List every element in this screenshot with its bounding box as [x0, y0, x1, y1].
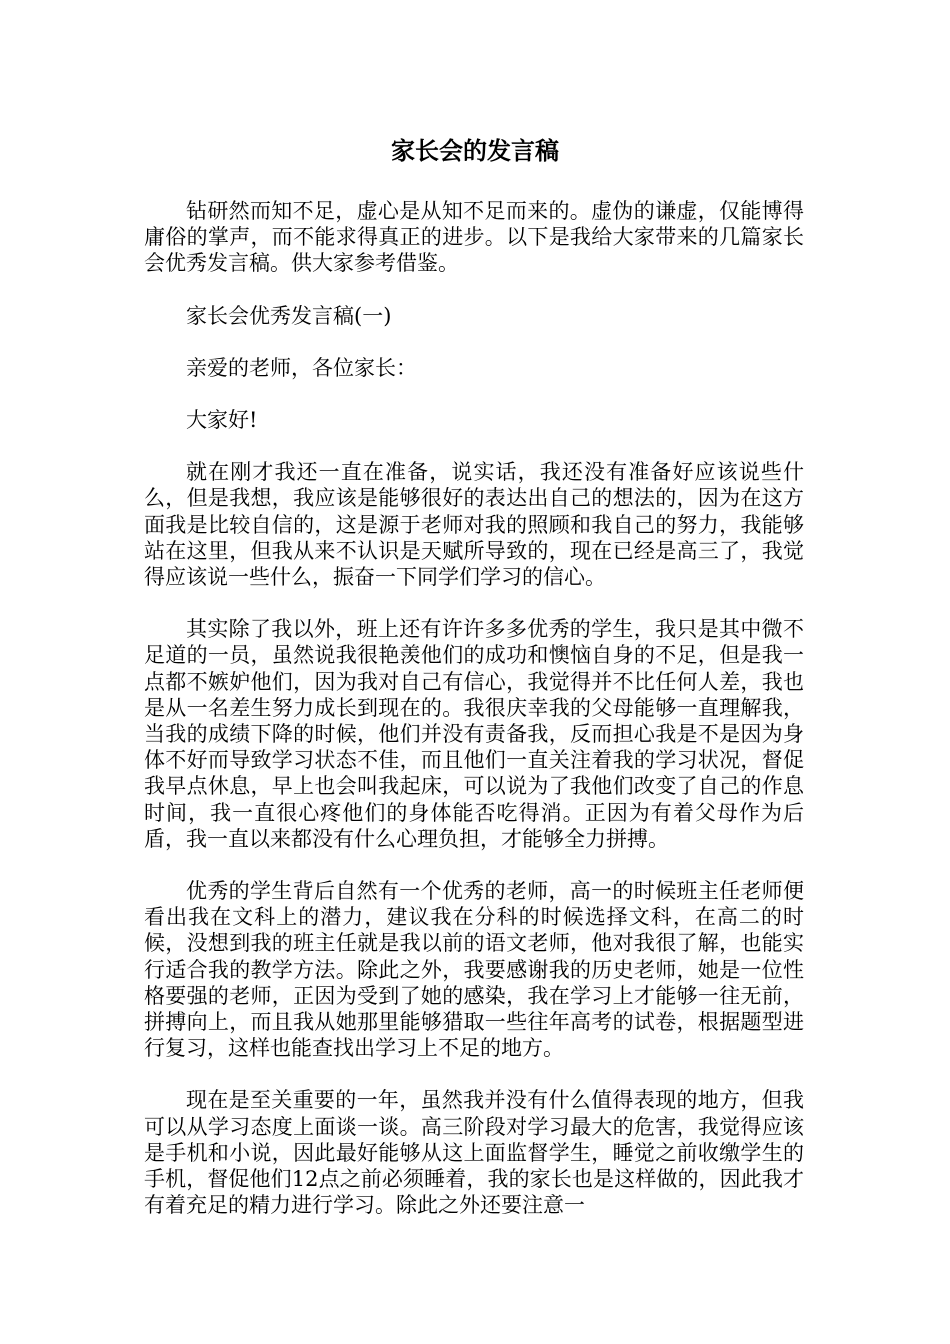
greeting: 大家好! — [186, 408, 258, 433]
salutation: 亲爱的老师，各位家长： — [186, 355, 417, 380]
document-body — [144, 198, 804, 1245]
intro-paragraph: 钻研然而知不足，虚心是从知不足而来的。虚伪的谦虚，仅能博得庸俗的掌声，而不能求得真正的进步。以下是我给大家带来的几篇家长会优秀发言稿。供大家参考借鉴。 — [144, 199, 804, 276]
body-paragraph: 现在是至关重要的一年，虽然我并没有什么值得表现的地方，但我可以从学习态度上面谈一谈。高三阶段对学习最大的危害，我觉得应该是手机和小说，因此最好能够从这上面监督学生，睡觉之前收缴学生的手机，督促他们12点之前必须睡着，我的家长也是这样做的，因此我才有着充足的精力进行学习。除此之外还要注意一 — [144, 1088, 804, 1218]
section-heading: 家长会优秀发言稿(一) — [186, 303, 392, 328]
body-paragraph: 就在刚才我还一直在准备，说实话，我还没有准备好应该说些什么，但是我想，我应该是能够很好的表达出自己的想法的，因为在这方面我是比较自信的，这是源于老师对我的照顾和我自己的努力，我能够站在这里，但我从来不认识是天赋所导致的，现在已经是高三了，我觉得应该说一些什么，振奋一下同学们学习的信心。 — [144, 460, 804, 590]
body-paragraph: 其实除了我以外，班上还有许许多多优秀的学生，我只是其中微不足道的一员，虽然说我很艳羡他们的成功和懊恼自身的不足，但是我一点都不嫉妒他们，因为我对自己有信心，我觉得并不比任何人差，我也是从一名差生努力成长到现在的。我很庆幸我的父母能够一直理解我，当我的成绩下降的时候，他们并没有责备我，反而担心我是不是因为身体不好而导致学习状态不佳，而且他们一直关注着我的学习状况，督促我早点休息，早上也会叫我起床，可以说为了我他们改变了自己的作息时间，我一直很心疼他们的身体能否吃得消。正因为有着父母作为后盾，我一直以来都没有什么心理负担，才能够全力拼搏。 — [144, 617, 804, 851]
document-title: 家长会的发言稿 — [391, 137, 559, 165]
body-paragraph: 优秀的学生背后自然有一个优秀的老师，高一的时候班主任老师便看出我在文科上的潜力，建议我在分科的时候选择文科，在高二的时候，没想到我的班主任就是我以前的语文老师，他对我很了解，也能实行适合我的教学方法。除此之外，我要感谢我的历史老师，她是一位性格要强的老师，正因为受到了她的感染，我在学习上才能够一往无前，拼搏向上，而且我从她那里能够猎取一些往年高考的试卷，根据题型进行复习，这样也能查找出学习上不足的地方。 — [144, 879, 804, 1061]
